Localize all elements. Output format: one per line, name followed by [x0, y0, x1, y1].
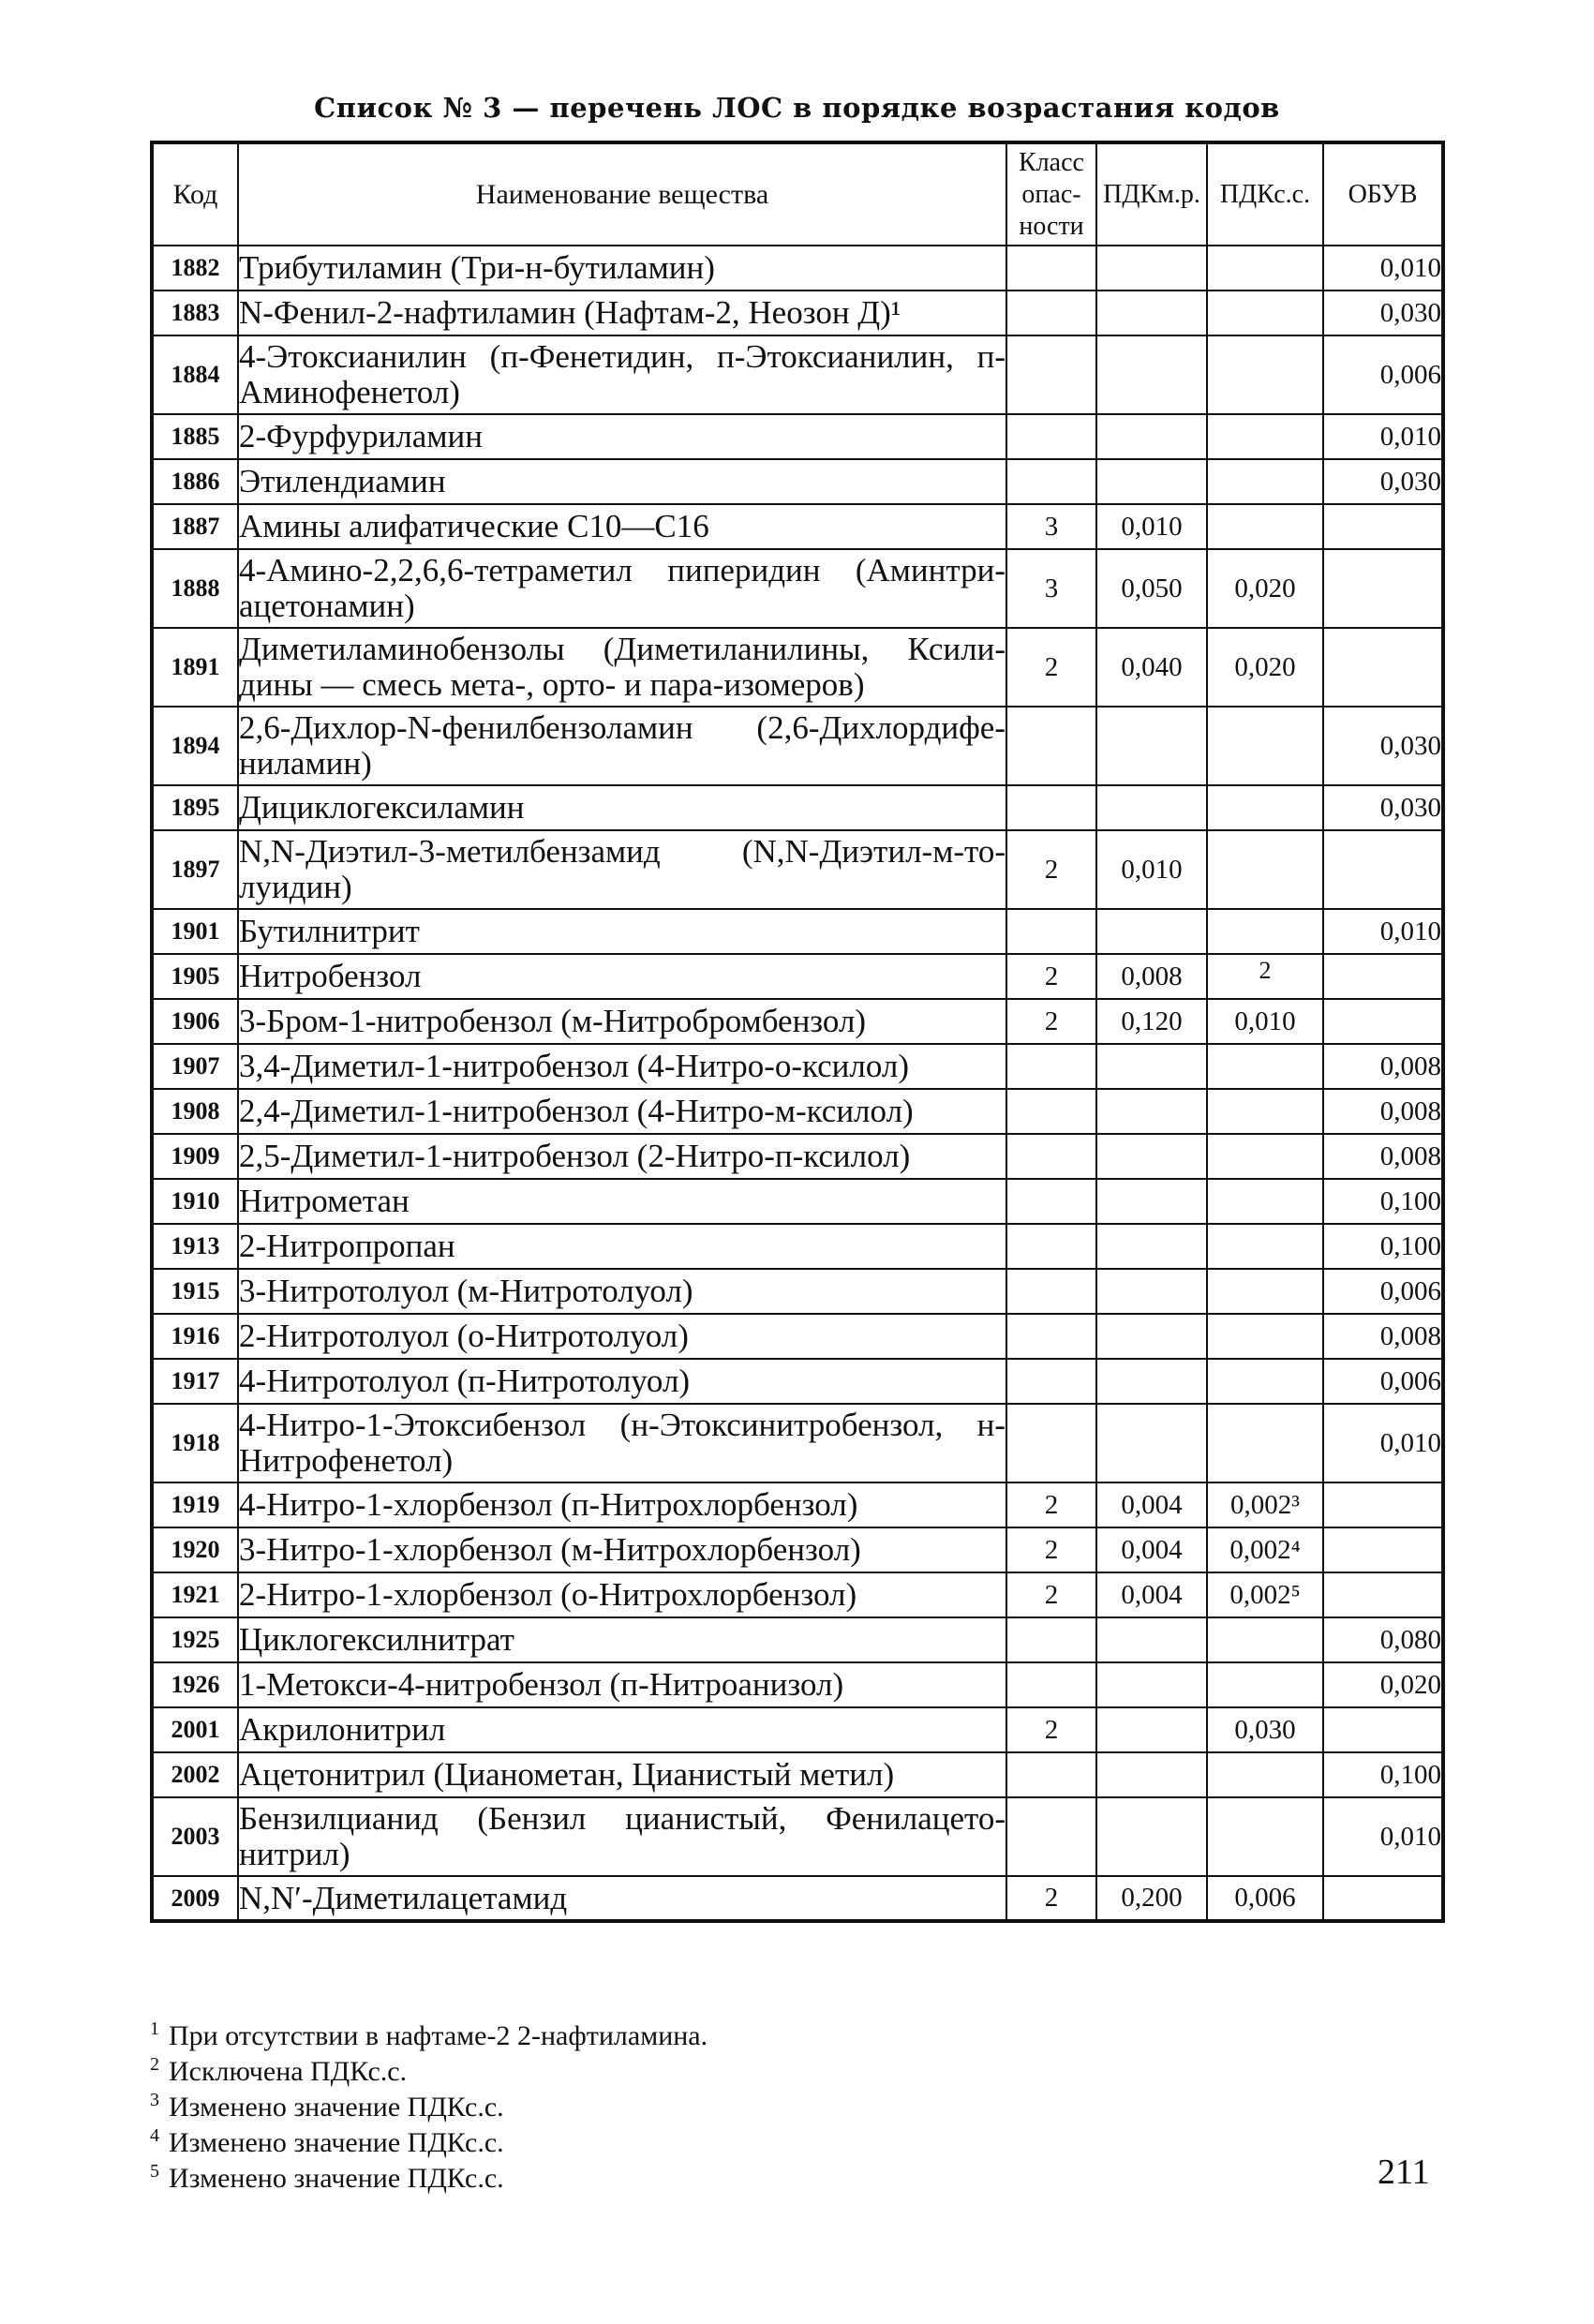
cell-name: 2-Нитропропан — [238, 1224, 1006, 1269]
cell-pdk-mr: 0,050 — [1096, 549, 1207, 628]
cell-obuv: 0,008 — [1323, 1134, 1443, 1179]
cell-code: 1910 — [152, 1179, 238, 1224]
cell-pdk-mr: 0,200 — [1096, 1876, 1207, 1921]
cell-code: 1888 — [152, 549, 238, 628]
cell-pdk-mr — [1096, 1797, 1207, 1876]
header-hazard-class: Класс опас-ности — [1006, 142, 1096, 246]
cell-hazard-class: 2 — [1006, 1482, 1096, 1527]
cell-code: 1905 — [152, 954, 238, 999]
cell-pdk-mr — [1096, 1707, 1207, 1752]
footnote — [150, 2122, 708, 2157]
table-row — [152, 1617, 1443, 1662]
cell-code: 1884 — [152, 335, 238, 414]
cell-code: 1887 — [152, 504, 238, 549]
cell-pdk-ss — [1207, 246, 1323, 290]
table-row — [152, 909, 1443, 954]
cell-code: 1894 — [152, 707, 238, 785]
table-row — [152, 549, 1443, 628]
cell-name: 2,6-Дихлор-N-фенилбензоламин (2,6-Дихлордифе-ниламин) — [238, 707, 1006, 785]
header-code: Код — [152, 142, 238, 246]
table-row — [152, 335, 1443, 414]
table-row — [152, 1876, 1443, 1921]
cell-obuv — [1323, 1527, 1443, 1572]
footnote-text: При отсутствии в нафтаме-2 2-нафтиламина. — [169, 2020, 708, 2051]
cell-obuv: 0,100 — [1323, 1224, 1443, 1269]
cell-pdk-mr: 0,004 — [1096, 1572, 1207, 1617]
cell-hazard-class: 2 — [1006, 830, 1096, 909]
cell-pdk-ss — [1207, 1134, 1323, 1179]
table-row — [152, 1224, 1443, 1269]
cell-code: 1886 — [152, 459, 238, 504]
cell-code: 1891 — [152, 628, 238, 707]
cell-code: 2001 — [152, 1707, 238, 1752]
cell-obuv: 0,006 — [1323, 335, 1443, 414]
table-row — [152, 1707, 1443, 1752]
cell-name: 1-Метокси-4-нитробензол (п-Нитроанизол) — [238, 1662, 1006, 1707]
cell-hazard-class — [1006, 1617, 1096, 1662]
table-body — [152, 246, 1443, 1921]
cell-obuv: 0,010 — [1323, 1404, 1443, 1482]
cell-name: 4-Этоксианилин (п-Фенетидин, п-Этоксианилин, п-Аминофенетол) — [238, 335, 1006, 414]
cell-pdk-mr — [1096, 1089, 1207, 1134]
cell-obuv: 0,100 — [1323, 1752, 1443, 1797]
cell-name: 3-Бром-1-нитробензол (м-Нитробромбензол) — [238, 999, 1006, 1044]
cell-hazard-class — [1006, 785, 1096, 830]
table-row — [152, 459, 1443, 504]
cell-name: Ацетонитрил (Цианометан, Цианистый метил) — [238, 1752, 1006, 1797]
cell-code: 1909 — [152, 1134, 238, 1179]
cell-pdk-mr — [1096, 1662, 1207, 1707]
cell-pdk-ss: 0,030 — [1207, 1707, 1323, 1752]
cell-obuv: 0,008 — [1323, 1044, 1443, 1089]
cell-pdk-ss — [1207, 830, 1323, 909]
cell-code: 1906 — [152, 999, 238, 1044]
footnote-text: Изменено значение ПДКс.с. — [169, 2163, 504, 2194]
cell-pdk-mr — [1096, 1404, 1207, 1482]
cell-obuv: 0,030 — [1323, 290, 1443, 335]
table-row — [152, 414, 1443, 459]
cell-code: 1897 — [152, 830, 238, 909]
cell-code: 1907 — [152, 1044, 238, 1089]
cell-code: 1920 — [152, 1527, 238, 1572]
cell-name: 4-Нитро-1-Этоксибензол (н-Этоксинитробензол, н-Нитрофенетол) — [238, 1404, 1006, 1482]
cell-obuv: 0,010 — [1323, 246, 1443, 290]
cell-hazard-class: 2 — [1006, 628, 1096, 707]
header-pdk-ss: ПДКс.с. — [1207, 142, 1323, 246]
cell-pdk-ss — [1207, 335, 1323, 414]
cell-name: Дициклогексиламин — [238, 785, 1006, 830]
cell-name: 4-Нитро-1-хлорбензол (п-Нитрохлорбензол) — [238, 1482, 1006, 1527]
cell-hazard-class — [1006, 459, 1096, 504]
cell-obuv: 0,030 — [1323, 785, 1443, 830]
table-row — [152, 1527, 1443, 1572]
cell-obuv: 0,010 — [1323, 1797, 1443, 1876]
cell-obuv — [1323, 1482, 1443, 1527]
cell-pdk-ss — [1207, 459, 1323, 504]
cell-obuv: 0,030 — [1323, 459, 1443, 504]
cell-pdk-ss: 0,002³ — [1207, 1482, 1323, 1527]
cell-obuv: 0,020 — [1323, 1662, 1443, 1707]
cell-pdk-mr — [1096, 246, 1207, 290]
cell-hazard-class — [1006, 1134, 1096, 1179]
cell-code: 1917 — [152, 1359, 238, 1404]
cell-pdk-ss — [1207, 707, 1323, 785]
cell-name: Циклогексилнитрат — [238, 1617, 1006, 1662]
cell-pdk-mr — [1096, 1224, 1207, 1269]
cell-pdk-ss — [1207, 1044, 1323, 1089]
cell-hazard-class: 2 — [1006, 1707, 1096, 1752]
page-title: Список № 3 — перечень ЛОС в порядке возрастания кодов — [314, 92, 1280, 124]
cell-pdk-ss: 0,020 — [1207, 628, 1323, 707]
table-row — [152, 628, 1443, 707]
cell-hazard-class — [1006, 1089, 1096, 1134]
cell-obuv: 0,010 — [1323, 909, 1443, 954]
cell-hazard-class: 2 — [1006, 1527, 1096, 1572]
cell-obuv — [1323, 1572, 1443, 1617]
cell-name: 2-Нитро-1-хлорбензол (о-Нитрохлорбензол) — [238, 1572, 1006, 1617]
cell-hazard-class — [1006, 414, 1096, 459]
footnote-text: Исключена ПДКс.с. — [169, 2056, 408, 2087]
cell-name: Бензилцианид (Бензил цианистый, Фенилацето-нитрил) — [238, 1797, 1006, 1876]
cell-name: 2,5-Диметил-1-нитробензол (2-Нитро-п-ксилол) — [238, 1134, 1006, 1179]
cell-pdk-ss — [1207, 1269, 1323, 1314]
cell-code: 2003 — [152, 1797, 238, 1876]
cell-name: Акрилонитрил — [238, 1707, 1006, 1752]
cell-pdk-mr: 0,004 — [1096, 1482, 1207, 1527]
cell-name: 3-Нитро-1-хлорбензол (м-Нитрохлорбензол) — [238, 1527, 1006, 1572]
cell-hazard-class — [1006, 290, 1096, 335]
cell-pdk-ss — [1207, 909, 1323, 954]
table-row — [152, 999, 1443, 1044]
footnote — [150, 2157, 708, 2193]
cell-obuv: 0,006 — [1323, 1269, 1443, 1314]
cell-obuv — [1323, 504, 1443, 549]
cell-obuv — [1323, 830, 1443, 909]
cell-pdk-mr — [1096, 1179, 1207, 1224]
cell-obuv: 0,006 — [1323, 1359, 1443, 1404]
cell-name: 2-Фурфуриламин — [238, 414, 1006, 459]
cell-pdk-mr — [1096, 1044, 1207, 1089]
table-row — [152, 1359, 1443, 1404]
cell-code: 1882 — [152, 246, 238, 290]
cell-obuv: 0,010 — [1323, 414, 1443, 459]
cell-pdk-ss: 0,006 — [1207, 1876, 1323, 1921]
table-row — [152, 290, 1443, 335]
footnote-text: Изменено значение ПДКс.с. — [169, 2092, 504, 2123]
page-number: 211 — [1378, 2153, 1430, 2192]
cell-hazard-class — [1006, 707, 1096, 785]
table-row — [152, 1269, 1443, 1314]
cell-pdk-ss — [1207, 1752, 1323, 1797]
table-row — [152, 1134, 1443, 1179]
table-row — [152, 1572, 1443, 1617]
cell-hazard-class: 2 — [1006, 954, 1096, 999]
cell-pdk-ss — [1207, 1617, 1323, 1662]
cell-hazard-class — [1006, 1224, 1096, 1269]
cell-pdk-ss — [1207, 1179, 1323, 1224]
cell-hazard-class: 2 — [1006, 999, 1096, 1044]
cell-code: 1919 — [152, 1482, 238, 1527]
cell-obuv — [1323, 1876, 1443, 1921]
cell-pdk-mr: 0,010 — [1096, 830, 1207, 909]
table-row — [152, 246, 1443, 290]
cell-code: 1925 — [152, 1617, 238, 1662]
cell-code: 1916 — [152, 1314, 238, 1359]
cell-code: 1913 — [152, 1224, 238, 1269]
cell-code: 1885 — [152, 414, 238, 459]
cell-hazard-class — [1006, 1359, 1096, 1404]
cell-pdk-mr: 0,010 — [1096, 504, 1207, 549]
cell-code: 1883 — [152, 290, 238, 335]
cell-name: N-Фенил-2-нафтиламин (Нафтам-2, Неозон Д)¹ — [238, 290, 1006, 335]
cell-name: 4-Амино-2,2,6,6-тетраметил пиперидин (Аминтри-ацетонамин) — [238, 549, 1006, 628]
cell-hazard-class — [1006, 1752, 1096, 1797]
header-name: Наименование вещества — [238, 142, 1006, 246]
cell-hazard-class — [1006, 1662, 1096, 1707]
cell-obuv — [1323, 549, 1443, 628]
cell-pdk-ss — [1207, 1314, 1323, 1359]
table-row — [152, 1314, 1443, 1359]
cell-pdk-ss — [1207, 1089, 1323, 1134]
cell-name: Амины алифатические С10—С16 — [238, 504, 1006, 549]
table-row — [152, 954, 1443, 999]
cell-name: Нитробензол — [238, 954, 1006, 999]
cell-obuv: 0,080 — [1323, 1617, 1443, 1662]
cell-pdk-ss — [1207, 1404, 1323, 1482]
substances-table — [150, 141, 1445, 1923]
footnote-number: 1 — [150, 2019, 159, 2039]
table-row — [152, 1662, 1443, 1707]
table-row — [152, 830, 1443, 909]
header-obuv: ОБУВ — [1323, 142, 1443, 246]
cell-code: 2009 — [152, 1876, 238, 1921]
cell-name: N,N-Диэтил-3-метилбензамид (N,N-Диэтил-м-то-луидин) — [238, 830, 1006, 909]
footnote-text: Изменено значение ПДКс.с. — [169, 2127, 504, 2158]
table-row — [152, 707, 1443, 785]
table-row — [152, 504, 1443, 549]
cell-name: Бутилнитрит — [238, 909, 1006, 954]
cell-code: 1918 — [152, 1404, 238, 1482]
table-row — [152, 1089, 1443, 1134]
cell-pdk-mr: 0,008 — [1096, 954, 1207, 999]
cell-name: 2-Нитротолуол (о-Нитротолуол) — [238, 1314, 1006, 1359]
cell-name: 3-Нитротолуол (м-Нитротолуол) — [238, 1269, 1006, 1314]
cell-code: 1926 — [152, 1662, 238, 1707]
footnote-number: 4 — [150, 2125, 159, 2146]
cell-name: 2,4-Диметил-1-нитробензол (4-Нитро-м-ксилол) — [238, 1089, 1006, 1134]
table-header-row — [152, 142, 1443, 246]
cell-hazard-class: 3 — [1006, 504, 1096, 549]
cell-obuv — [1323, 1707, 1443, 1752]
footnote-number: 5 — [150, 2161, 159, 2182]
cell-pdk-mr — [1096, 1617, 1207, 1662]
cell-pdk-mr — [1096, 1134, 1207, 1179]
cell-obuv: 0,100 — [1323, 1179, 1443, 1224]
cell-pdk-ss — [1207, 1797, 1323, 1876]
cell-pdk-ss: 0,010 — [1207, 999, 1323, 1044]
cell-hazard-class: 2 — [1006, 1572, 1096, 1617]
header-pdk-mr: ПДКм.р. — [1096, 142, 1207, 246]
footnotes — [150, 2015, 708, 2193]
cell-pdk-mr — [1096, 1359, 1207, 1404]
cell-hazard-class — [1006, 1314, 1096, 1359]
cell-pdk-ss — [1207, 414, 1323, 459]
cell-name: Нитрометан — [238, 1179, 1006, 1224]
cell-code: 1921 — [152, 1572, 238, 1617]
cell-obuv — [1323, 628, 1443, 707]
cell-code: 1901 — [152, 909, 238, 954]
cell-pdk-ss: 0,002⁵ — [1207, 1572, 1323, 1617]
cell-pdk-ss: 0,002⁴ — [1207, 1527, 1323, 1572]
cell-hazard-class — [1006, 1269, 1096, 1314]
cell-name: N,N′-Диметилацетамид — [238, 1876, 1006, 1921]
table-row — [152, 1797, 1443, 1876]
cell-obuv: 0,008 — [1323, 1089, 1443, 1134]
table-row — [152, 785, 1443, 830]
cell-pdk-mr — [1096, 909, 1207, 954]
cell-name: 4-Нитротолуол (п-Нитротолуол) — [238, 1359, 1006, 1404]
cell-pdk-mr — [1096, 707, 1207, 785]
cell-pdk-mr: 0,120 — [1096, 999, 1207, 1044]
table-row — [152, 1482, 1443, 1527]
cell-pdk-ss — [1207, 290, 1323, 335]
cell-hazard-class — [1006, 1179, 1096, 1224]
footnote — [150, 2086, 708, 2122]
cell-code: 2002 — [152, 1752, 238, 1797]
table-row — [152, 1044, 1443, 1089]
cell-pdk-mr — [1096, 1314, 1207, 1359]
cell-obuv: 0,030 — [1323, 707, 1443, 785]
cell-pdk-ss — [1207, 785, 1323, 830]
footnote — [150, 2050, 708, 2086]
cell-hazard-class — [1006, 1044, 1096, 1089]
cell-name: Этилендиамин — [238, 459, 1006, 504]
cell-pdk-mr: 0,040 — [1096, 628, 1207, 707]
cell-hazard-class: 3 — [1006, 549, 1096, 628]
cell-pdk-mr — [1096, 290, 1207, 335]
cell-hazard-class — [1006, 335, 1096, 414]
footnote — [150, 2015, 708, 2050]
cell-pdk-mr — [1096, 414, 1207, 459]
table-row — [152, 1179, 1443, 1224]
cell-pdk-ss — [1207, 504, 1323, 549]
table-row — [152, 1404, 1443, 1482]
cell-name: Трибутиламин (Три-н-бутиламин) — [238, 246, 1006, 290]
cell-obuv: 0,008 — [1323, 1314, 1443, 1359]
footnote-number: 2 — [150, 2054, 159, 2075]
cell-obuv — [1323, 999, 1443, 1044]
cell-pdk-ss — [1207, 1662, 1323, 1707]
cell-pdk-ss: 0,020 — [1207, 549, 1323, 628]
cell-pdk-ss — [1207, 1224, 1323, 1269]
cell-code: 1915 — [152, 1269, 238, 1314]
cell-pdk-mr — [1096, 785, 1207, 830]
cell-obuv — [1323, 954, 1443, 999]
cell-hazard-class — [1006, 1404, 1096, 1482]
cell-pdk-mr — [1096, 1269, 1207, 1314]
cell-pdk-mr: 0,004 — [1096, 1527, 1207, 1572]
cell-hazard-class — [1006, 246, 1096, 290]
cell-pdk-mr — [1096, 1752, 1207, 1797]
cell-pdk-ss — [1207, 1359, 1323, 1404]
cell-pdk-mr — [1096, 459, 1207, 504]
cell-pdk-ss: 2 — [1207, 954, 1323, 999]
cell-hazard-class: 2 — [1006, 1876, 1096, 1921]
table-row — [152, 1752, 1443, 1797]
cell-name: Диметиламинобензолы (Диметиланилины, Ксили-дины — смесь мета-, орто- и пара-изомеров) — [238, 628, 1006, 707]
cell-code: 1908 — [152, 1089, 238, 1134]
footnote-number: 3 — [150, 2090, 159, 2110]
cell-code: 1895 — [152, 785, 238, 830]
cell-hazard-class — [1006, 1797, 1096, 1876]
cell-hazard-class — [1006, 909, 1096, 954]
cell-name: 3,4-Диметил-1-нитробензол (4-Нитро-о-ксилол) — [238, 1044, 1006, 1089]
cell-pdk-mr — [1096, 335, 1207, 414]
